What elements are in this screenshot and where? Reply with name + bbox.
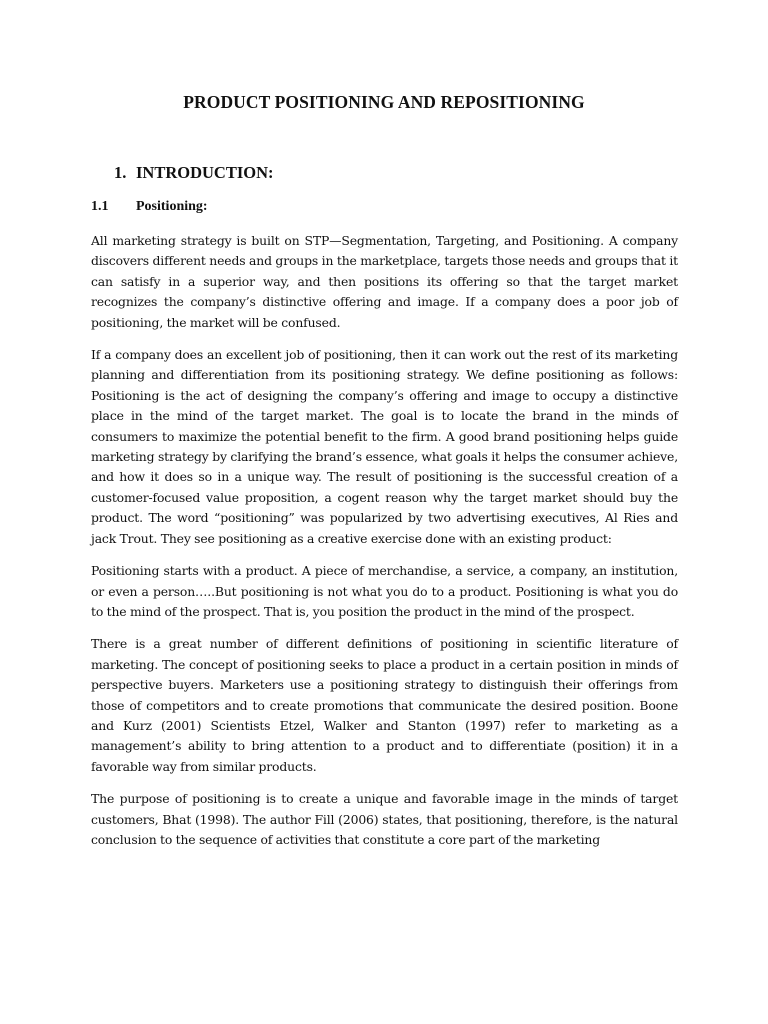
paragraph: If a company does an excellent job of positioning, then it can work out the rest of its marketing planning and differentiation from its positioning strategy. We define positioning as follows: Positioning is the act of designing the company’s offering and image to occupy a distinctive place in the mind of the target market. The goal is to locate the brand in the minds of consumers to maximize the potential benefit to the firm. A good brand positioning helps guide marketing strategy by clarifying the brand’s essence, what goals it helps the consumer achieve, and how it does so in a unique way. The result of positioning is the successful creation of a customer-focused value proposition, a cogent reason why the target market should buy the product. The word “positioning” was popularized by two advertising executives, Al Ries and jack Trout. They see positioning as a creative exercise done with an existing product:	[91, 347, 678, 546]
paragraph: There is a great number of different definitions of positioning in scientific literature of marketing. The concept of positioning seeks to place a product in a certain position in minds of perspective buyers. Marketers use a positioning strategy to distinguish their offerings from those of competitors and to create promotions that communicate the desired position. Boone and Kurz (2001) Scientists Etzel, Walker and Stanton (1997) refer to marketing as a management’s ability to bring attention to a product and to differentiate (position) it in a favorable way from similar products.	[91, 636, 678, 774]
body-text	[91, 231, 678, 850]
paragraph: Positioning starts with a product. A piece of merchandise, a service, a company, an institution, or even a person…..But positioning is not what you do to a product. Positioning is what you do to the mind of the prospect. That is, you position the product in the mind of the prospect.	[91, 563, 678, 619]
document-title: PRODUCT POSITIONING AND REPOSITIONING	[183, 92, 585, 112]
paragraph: All marketing strategy is built on STP—Segmentation, Targeting, and Positioning. A company discovers different needs and groups in the marketplace, targets those needs and groups that it can satisfy in a superior way, and then positions its offering so that the target market recognizes the company’s distinctive offering and image. If a company does a poor job of positioning, the market will be confused.	[91, 233, 678, 330]
section-heading	[114, 163, 274, 183]
subsection-number: 1.1	[91, 199, 109, 214]
section-title: INTRODUCTION:	[136, 163, 274, 182]
subsection-heading	[91, 199, 208, 215]
subsection-title: Positioning:	[136, 199, 208, 214]
paragraph: The purpose of positioning is to create a unique and favorable image in the minds of target customers, Bhat (1998). The author Fill (2006) states, that positioning, therefore, is the natural conclusion to the sequence of activities that constitute a core part of the marketing	[91, 791, 678, 847]
section-number: 1.	[114, 163, 127, 182]
